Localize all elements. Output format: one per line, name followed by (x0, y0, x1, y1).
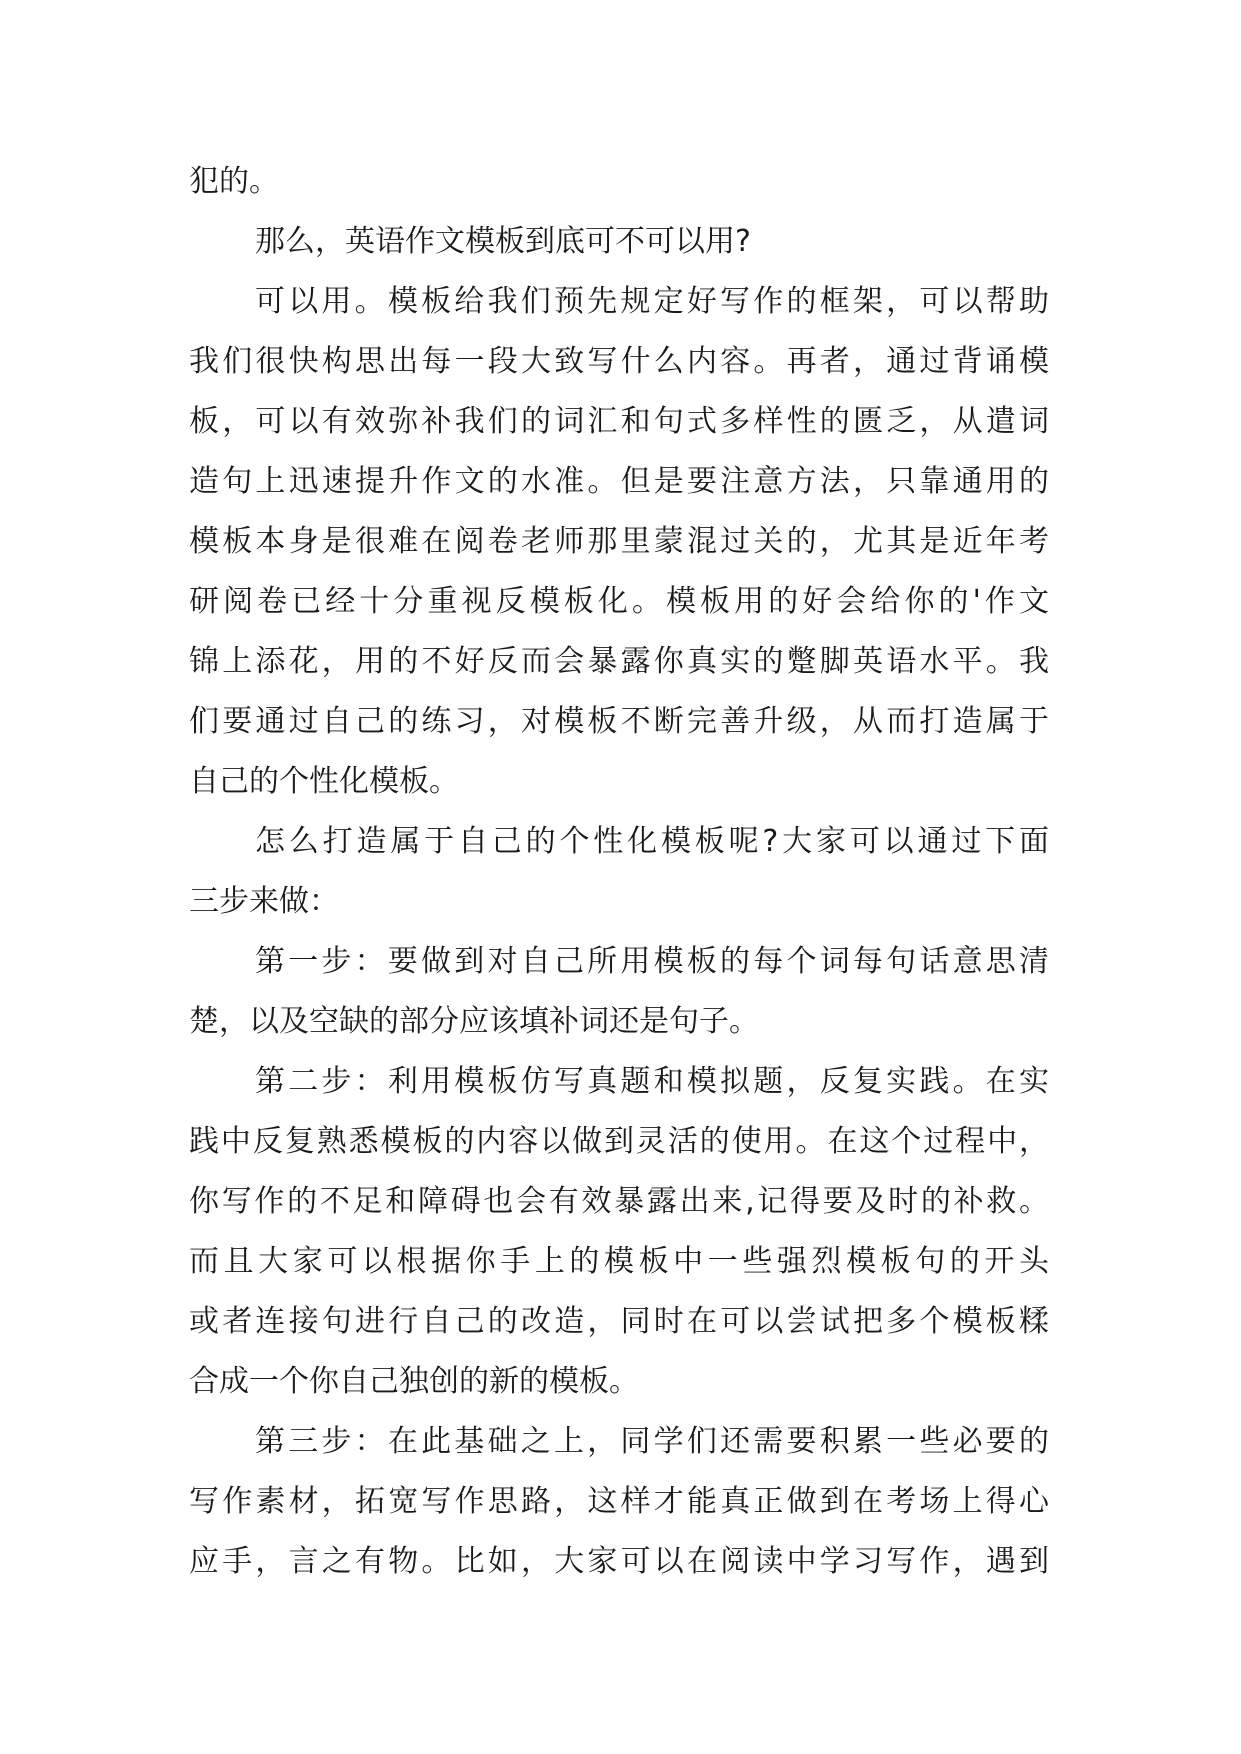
text-line: 自己的个性化模板。 (189, 764, 459, 799)
text-line: 或者连接句进行自己的改造，同时在可以尝试把多个模板糅 (189, 1304, 1049, 1339)
text-line: 合成一个你自己独创的新的模板。 (189, 1364, 639, 1399)
text-line: 写作素材，拓宽写作思路，这样才能真正做到在考场上得心 (189, 1484, 1049, 1519)
text-line: 我们很快构思出每一段大致写什么内容。再者，通过背诵模 (189, 344, 1049, 379)
text-line: 那么，英语作文模板到底可不可以用? (255, 224, 751, 259)
text-line: 犯的。 (189, 164, 279, 199)
text-line: 应手，言之有物。比如，大家可以在阅读中学习写作，遇到 (189, 1544, 1049, 1579)
text-line: 你写作的不足和障碍也会有效暴露出来,记得要及时的补救。 (189, 1184, 1049, 1219)
text-line: 板，可以有效弥补我们的词汇和句式多样性的匮乏，从遣词 (189, 404, 1049, 439)
text-line: 第一步：要做到对自己所用模板的每个词每句话意思清 (255, 944, 1049, 979)
text-line: 锦上添花，用的不好反而会暴露你真实的蹩脚英语水平。我 (189, 644, 1049, 679)
text-line: 可以用。模板给我们预先规定好写作的框架，可以帮助 (255, 284, 1049, 319)
text-line: 怎么打造属于自己的个性化模板呢?大家可以通过下面 (255, 824, 1049, 859)
text-line: 三步来做： (189, 884, 339, 919)
text-line: 楚，以及空缺的部分应该填补词还是句子。 (189, 1004, 759, 1039)
text-line: 第三步：在此基础之上，同学们还需要积累一些必要的 (255, 1424, 1049, 1459)
document-body (189, 152, 1049, 1592)
text-line: 们要通过自己的练习，对模板不断完善升级，从而打造属于 (189, 704, 1049, 739)
text-line: 造句上迅速提升作文的水准。但是要注意方法，只靠通用的 (189, 464, 1049, 499)
text-line: 第二步：利用模板仿写真题和模拟题，反复实践。在实 (255, 1064, 1049, 1099)
text-line: 模板本身是很难在阅卷老师那里蒙混过关的，尤其是近年考 (189, 524, 1049, 559)
text-line: 研阅卷已经十分重视反模板化。模板用的好会给你的'作文 (189, 584, 1049, 619)
text-line: 而且大家可以根据你手上的模板中一些强烈模板句的开头 (189, 1244, 1049, 1279)
text-line: 践中反复熟悉模板的内容以做到灵活的使用。在这个过程中， (189, 1124, 1049, 1159)
